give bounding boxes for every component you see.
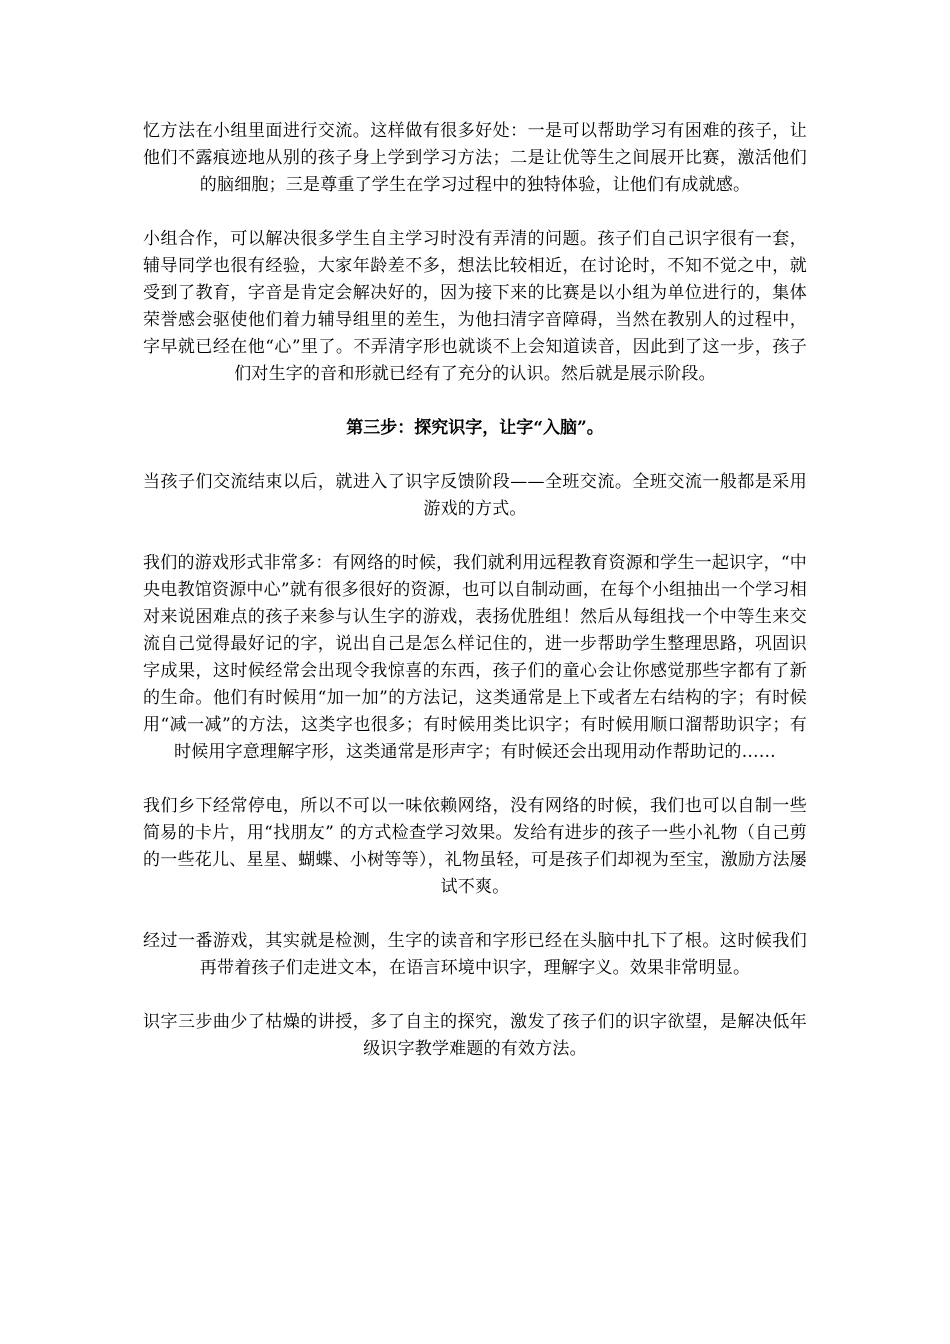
document-page [143, 118, 807, 1063]
section-heading: 第三步：探究识字，让字“入脑”。 [346, 418, 604, 438]
paragraph-gap [143, 982, 807, 1009]
paragraph-gap [143, 901, 807, 928]
paragraph-gap [143, 388, 807, 415]
paragraph-1: 忆方法在小组里面进行交流。这样做有很多好处：一是可以帮助学习有困难的孩子，让他们不露痕迹地从别的孩子身上学到学习方法；二是让优等生之间展开比赛，激活他们的脑细胞；三是尊重了学生在学习过程中的独特体验，让他们有成就感。 [143, 121, 807, 195]
paragraph-2: 小组合作，可以解决很多学生自主学习时没有弄清的问题。孩子们自己识字很有一套，辅导同学也很有经验，大家年龄差不多，想法比较相近，在讨论时，不知不觉之中，就受到了教育，字音是肯定会解决好的，因为接下来的比赛是以小组为单位进行的，集体荣誉感会驱使他们着力辅导组里的差生，为他扫清字音障碍，当然在教别人的过程中，字早就已经在他“心”里了。不弄清字形也就谈不上会知道读音，因此到了这一步，孩子们对生字的音和形就已经有了充分的认识。然后就是展示阶段。 [143, 229, 807, 384]
paragraph-gap [143, 199, 807, 226]
paragraph-7: 识字三步曲少了枯燥的讲授，多了自主的探究，激发了孩子们的识字欲望，是解决低年级识字教学难题的有效方法。 [143, 1012, 807, 1059]
paragraph-gap [143, 442, 807, 469]
paragraph-3: 当孩子们交流结束以后，就进入了识字反馈阶段——全班交流。全班交流一般都是采用游戏的方式。 [143, 472, 807, 519]
paragraph-5: 我们乡下经常停电，所以不可以一味依赖网络，没有网络的时候，我们也可以自制一些简易的卡片，用“找朋友” 的方式检查学习效果。发给有进步的孩子一些小礼物（自己剪的一些花儿、星星、蝴蝶、小树等等），礼物虽轻，可是孩子们却视为至宝，激励方法屡试不爽。 [143, 796, 807, 897]
paragraph-6: 经过一番游戏，其实就是检测，生字的读音和字形已经在头脑中扎下了根。这时候我们再带着孩子们走进文本，在语言环境中识字，理解字义。效果非常明显。 [143, 931, 807, 978]
paragraph-gap [143, 766, 807, 793]
paragraph-gap [143, 523, 807, 550]
paragraph-4: 我们的游戏形式非常多：有网络的时候，我们就利用远程教育资源和学生一起识字，“中央电教馆资源中心”就有很多很好的资源，也可以自制动画，在每个小组抽出一个学习相对来说困难点的孩子来参与认生字的游戏，表扬优胜组！然后从每组找一个中等生来交流自己觉得最好记的字，说出自己是怎么样记住的，进一步帮助学生整理思路，巩固识字成果，这时候经常会出现令我惊喜的东西，孩子们的童心会让你感觉那些字都有了新的生命。他们有时候用“加一加”的方法记，这类通常是上下或者左右结构的字；有时候用“减一减”的方法，这类字也很多；有时候用类比识字；有时候用顺口溜帮助识字；有时候用字意理解字形，这类通常是形声字；有时候还会出现用动作帮助记的…… [143, 553, 807, 762]
